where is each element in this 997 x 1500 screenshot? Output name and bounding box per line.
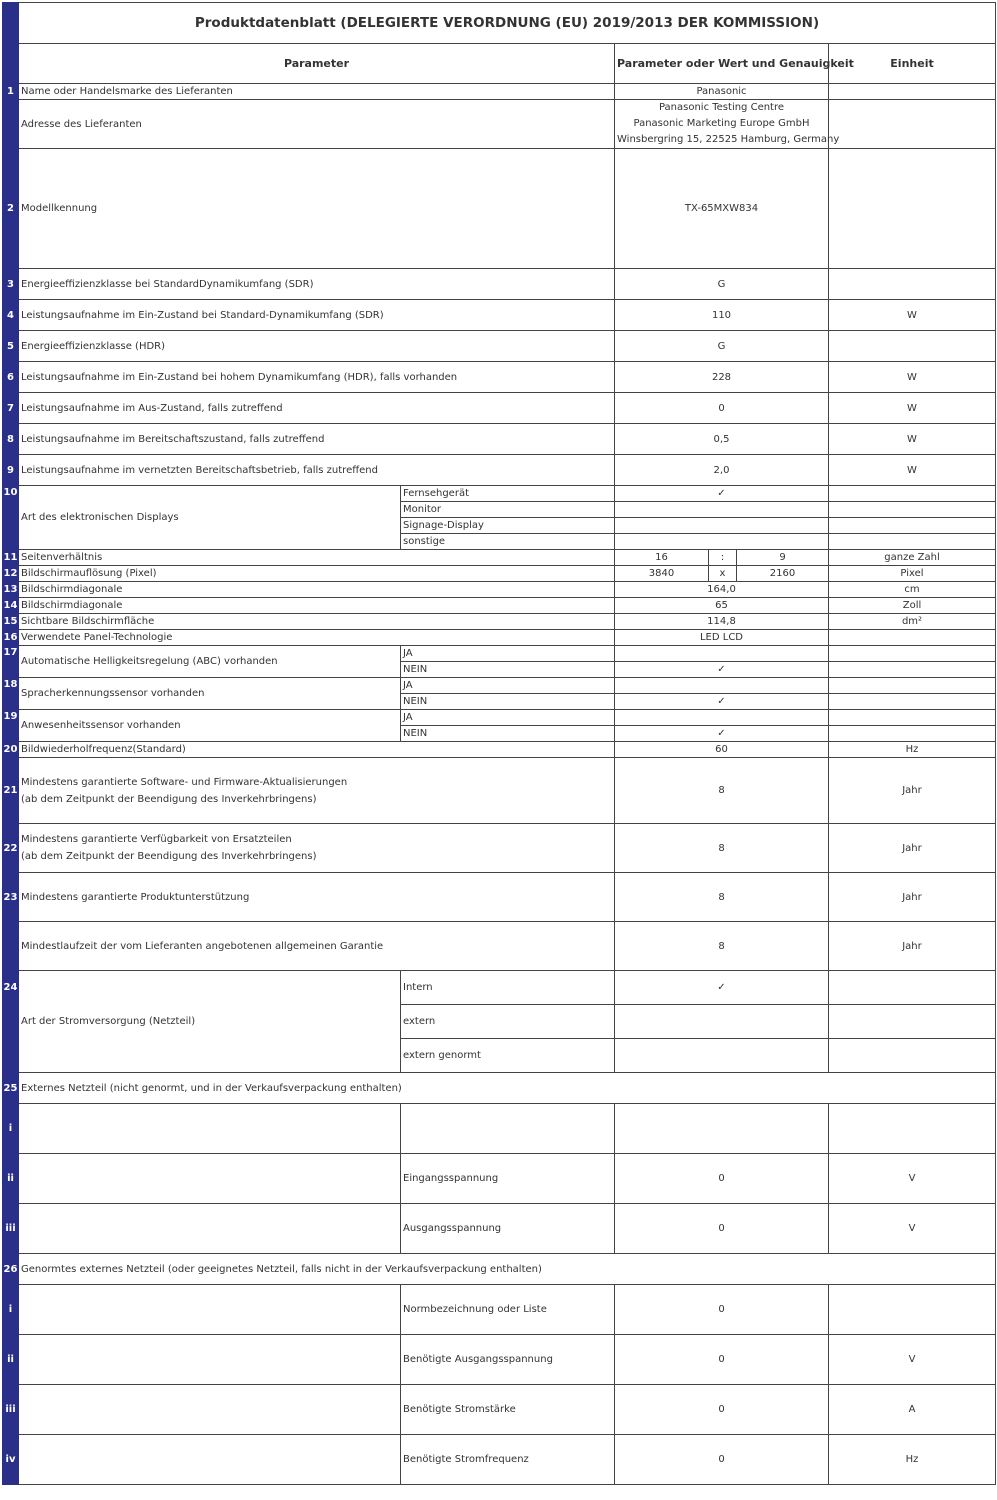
row-label: Leistungsaufnahme im Ein-Zustand bei Standard-Dynamikumfang (SDR) [19,300,615,331]
row-label: Bildschirmdiagonale [19,598,615,614]
check-mark: ✓ [615,726,829,742]
row-value [615,710,829,726]
row-number: 1 [3,84,19,100]
row-unit: W [829,362,996,393]
row-label: Art der Stromversorgung (Netzteil) [19,971,401,1073]
option-label: Monitor [401,502,615,518]
address-line: Panasonic Testing Centre [658,102,785,113]
row-label: Leistungsaufnahme im vernetzten Bereitschaftsbetrieb, falls zutreffend [19,455,615,486]
row-number: i [3,1285,19,1335]
table-row [3,1204,996,1254]
row-value [615,646,829,662]
row-unit: W [829,393,996,424]
row-number: 22 [3,824,19,873]
row-number: 25 [3,1073,19,1104]
row-unit: W [829,300,996,331]
row-unit: dm² [829,614,996,630]
table-row [3,300,996,331]
section-row [3,1073,996,1104]
row-label: Leistungsaufnahme im Ein-Zustand bei hohem Dynamikumfang (HDR), falls vorhanden [19,362,615,393]
check-mark: ✓ [615,971,829,1005]
row-number: 5 [3,331,19,362]
row-label: Bildschirmdiagonale [19,582,615,598]
row-unit [829,269,996,300]
section-label: Genormtes externes Netzteil (oder geeignetes Netzteil, falls nicht in der Verkaufsverpackung enthalten) [19,1254,996,1285]
row-value [615,1005,829,1039]
option-label: NEIN [401,726,615,742]
table-row [3,971,996,1005]
table-row [3,455,996,486]
table-row [3,362,996,393]
row-label: Seitenverhältnis [19,550,615,566]
row-unit: Pixel [829,566,996,582]
option-label [401,1104,615,1154]
row-number: 24 [3,971,19,1073]
option-label: Ausgangsspannung [401,1204,615,1254]
option-label: Eingangsspannung [401,1154,615,1204]
row-label: Leistungsaufnahme im Aus-Zustand, falls zutreffend [19,393,615,424]
row-unit: V [829,1335,996,1385]
supplier-address [615,100,840,149]
label-line: Mindestens garantierte Software- und Firmware-Aktualisierungen [21,776,348,788]
row-unit: Hz [829,1435,996,1485]
row-value: 8 [615,873,829,922]
row-number: 12 [3,566,19,582]
row-value: 0 [615,393,829,424]
table-row [3,598,996,614]
row-value: Panasonic [615,84,829,100]
section-row [3,1254,996,1285]
row-label: Leistungsaufnahme im Bereitschaftszustand, falls zutreffend [19,424,615,455]
row-unit: Jahr [829,758,996,824]
row-value: 2,0 [615,455,829,486]
table-row [3,1435,996,1485]
row-value: 65 [615,598,829,614]
row-unit [829,1285,996,1335]
row-value: G [615,331,829,362]
row-number: ii [3,1335,19,1385]
row-unit: W [829,424,996,455]
row-number: 15 [3,614,19,630]
row-number: 16 [3,630,19,646]
header-unit: Einheit [829,44,996,84]
row-label: Verwendete Panel-Technologie [19,630,615,646]
row-value: 0,5 [615,424,829,455]
row-value: 114,8 [615,614,829,630]
row-number: 4 [3,300,19,331]
row-unit [829,630,996,646]
row-unit: ganze Zahl [829,550,996,566]
row-number: iii [3,1204,19,1254]
table-row [3,84,996,100]
ratio-separator: : [709,550,737,566]
row-number: 21 [3,758,19,824]
option-label: Intern [401,971,615,1005]
row-label: Bildschirmauflösung (Pixel) [19,566,615,582]
table-row [3,614,996,630]
row-value: 60 [615,742,829,758]
option-label: Signage-Display [401,518,615,534]
row-label: Automatische Helligkeitsregelung (ABC) vorhanden [19,646,401,678]
table-row [3,873,996,922]
row-label: Sichtbare Bildschirmfläche [19,614,615,630]
table-row [3,630,996,646]
row-value: 0 [615,1285,829,1335]
option-label: JA [401,710,615,726]
table-row [3,1104,996,1154]
table-row [3,424,996,455]
table-row [3,269,996,300]
ratio-value-b: 9 [737,550,829,566]
row-value: 228 [615,362,829,393]
row-unit: W [829,455,996,486]
row-number: 8 [3,424,19,455]
label-line: (ab dem Zeitpunkt der Beendigung des Inverkehrbringens) [21,851,317,862]
row-number: iv [3,1435,19,1485]
address-line: Winsbergring 15, 22525 Hamburg, Germany [617,134,840,145]
row-value: 110 [615,300,829,331]
row-unit: cm [829,582,996,598]
row-unit: V [829,1154,996,1204]
row-number: 6 [3,362,19,393]
row-label: Adresse des Lieferanten [19,100,615,149]
row-number: 9 [3,455,19,486]
table-row [3,758,996,824]
table-row [3,710,996,726]
row-value: 0 [615,1204,829,1254]
row-label [19,758,615,824]
title-row [3,3,996,44]
row-value: 8 [615,824,829,873]
table-row [3,1385,996,1435]
table-row [3,1335,996,1385]
row-label: Mindestlaufzeit der vom Lieferanten angebotenen allgemeinen Garantie [19,922,615,971]
table-row [3,486,996,502]
row-number: 14 [3,598,19,614]
row-label: Name oder Handelsmarke des Lieferanten [19,84,615,100]
row-label: Anwesenheitssensor vorhanden [19,710,401,742]
row-unit: Zoll [829,598,996,614]
row-value: 0 [615,1335,829,1385]
row-unit: Jahr [829,873,996,922]
label-line: (ab dem Zeitpunkt der Beendigung des Inverkehrbringens) [21,793,317,805]
option-label: NEIN [401,662,615,678]
table-row [3,824,996,873]
row-label: Energieeffizienzklasse (HDR) [19,331,615,362]
row-unit: Jahr [829,922,996,971]
row-label: Spracherkennungssensor vorhanden [19,678,401,710]
row-value: 0 [615,1435,829,1485]
label-line: Mindestens garantierte Verfügbarkeit von Ersatzteilen [21,834,292,845]
resolution-width: 3840 [615,566,709,582]
table-row [3,1285,996,1335]
option-label: extern genormt [401,1039,615,1073]
section-label: Externes Netzteil (nicht genormt, und in der Verkaufsverpackung enthalten) [19,1073,996,1104]
option-label: Benötigte Ausgangsspannung [401,1335,615,1385]
table-row [3,646,996,662]
table-row [3,393,996,424]
row-unit [829,84,996,100]
row-unit: Jahr [829,824,996,873]
row-unit: Hz [829,742,996,758]
table-row [3,922,996,971]
row-number: 10 [3,486,19,550]
table-row [3,149,996,269]
row-number: 17 [3,646,19,678]
option-label: NEIN [401,694,615,710]
address-line: Panasonic Marketing Europe GmbH [633,118,810,129]
row-value [615,502,829,518]
table-row [3,742,996,758]
row-value: TX-65MXW834 [615,149,829,269]
row-number: 20 [3,742,19,758]
row-value: 8 [615,922,829,971]
row-number: 3 [3,269,19,300]
row-value [615,1104,829,1154]
option-label: extern [401,1005,615,1039]
row-number: iii [3,1385,19,1435]
row-value: G [615,269,829,300]
check-mark: ✓ [615,694,829,710]
option-label: JA [401,678,615,694]
row-label [19,824,615,873]
row-number: 7 [3,393,19,424]
row-label: Bildwiederholfrequenz(Standard) [19,742,615,758]
row-number: 19 [3,710,19,742]
resolution-height: 2160 [737,566,829,582]
table-row [3,582,996,598]
product-data-sheet [2,2,995,1498]
table-row [3,100,996,149]
data-sheet-table [2,2,996,1485]
row-number: 11 [3,550,19,566]
table-row [3,550,996,566]
ratio-value-a: 16 [615,550,709,566]
header-row [3,44,996,84]
row-label: Modellkennung [19,149,615,269]
row-unit: A [829,1385,996,1435]
row-value: 0 [615,1154,829,1204]
option-label: JA [401,646,615,662]
row-number: 2 [3,149,19,269]
row-value: 8 [615,758,829,824]
row-value: LED LCD [615,630,829,646]
row-label: Mindestens garantierte Produktunterstützung [19,873,615,922]
page-title: Produktdatenblatt (DELEGIERTE VERORDNUNG (EU) 2019/2013 DER KOMMISSION) [19,3,996,44]
table-row [3,566,996,582]
header-value: Parameter oder Wert und Genauigkeit [615,44,829,84]
option-label: sonstige [401,534,615,550]
option-label: Benötigte Stromfrequenz [401,1435,615,1485]
table-row [3,678,996,694]
row-value: 164,0 [615,582,829,598]
table-row [3,1154,996,1204]
row-value: 0 [615,1385,829,1435]
row-number: i [3,1104,19,1154]
row-number: 18 [3,678,19,710]
header-parameter: Parameter [19,44,615,84]
check-mark: ✓ [615,486,829,502]
row-value [615,1039,829,1073]
row-label: Energieeffizienzklasse bei StandardDynamikumfang (SDR) [19,269,615,300]
row-value [615,518,829,534]
row-unit: V [829,1204,996,1254]
option-label: Normbezeichnung oder Liste [401,1285,615,1335]
row-number: 26 [3,1254,19,1285]
row-unit [829,1104,996,1154]
option-label: Fernsehgerät [401,486,615,502]
row-unit [829,331,996,362]
row-number: ii [3,1154,19,1204]
table-row [3,331,996,362]
option-label: Benötigte Stromstärke [401,1385,615,1435]
row-value [615,534,829,550]
resolution-separator: x [709,566,737,582]
row-value [615,678,829,694]
row-number: 23 [3,873,19,922]
check-mark: ✓ [615,662,829,678]
row-label: Art des elektronischen Displays [19,486,401,550]
row-number: 13 [3,582,19,598]
